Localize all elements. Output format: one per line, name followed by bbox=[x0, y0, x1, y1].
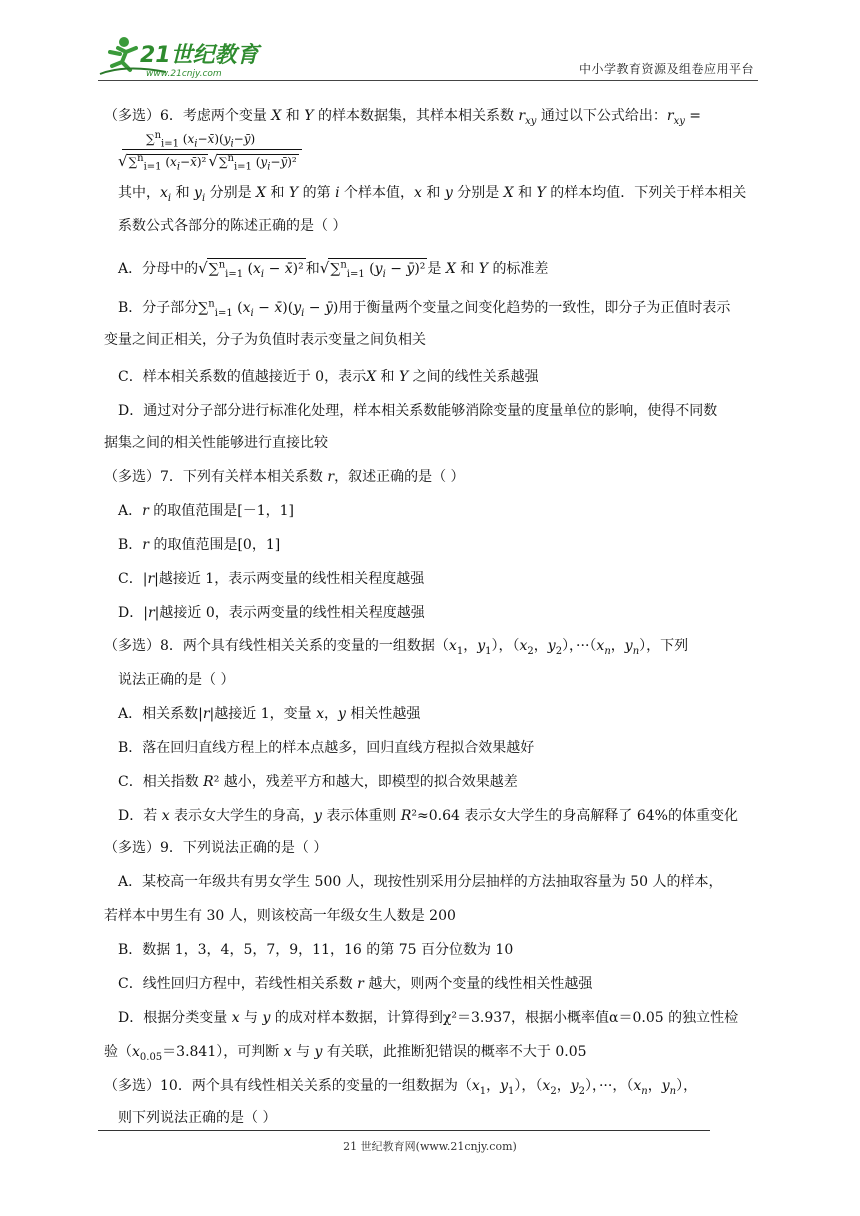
q9-option-d: D．根据分类变量 x 与 y 的成对样本数据，计算得到χ²＝3.937，根据小概率值α＝0.05 的独立性检 bbox=[118, 1010, 739, 1026]
q10-stem: （多选）10．两个具有线性相关关系的变量的一组数据为（$x_1$，$y_1$），（$x_2$，$y_2$），···，（$x_n$，$y_n$）， bbox=[104, 1078, 698, 1097]
logo-url: www.21cnjy.com bbox=[146, 69, 222, 79]
q6-stem: （多选）6．考虑两个变量 X 和 Y 的样本数据集，其样本相关系数 $r_{xy}$ 通过以下公式给出：$r_{xy}$ = bbox=[104, 108, 702, 127]
q9-option-d-cont: 验$(x_{0.05}=3.841)$，可判断 x 与 y 有关联，此推断犯错误的概率不大于 0.05 bbox=[104, 1044, 587, 1063]
header-divider bbox=[98, 80, 758, 81]
q9-option-b: B．数据 1，3，4，5，7，9，11，16 的第 75 百分位数为 10 bbox=[118, 942, 514, 958]
footer-text: 21 世纪教育网(www.21cnjy.com) bbox=[343, 1140, 517, 1153]
q8-option-b: B．落在回归直线方程上的样本点越多，回归直线方程拟合效果越好 bbox=[118, 740, 535, 756]
q8-option-d: D．若 x 表示女大学生的身高，y 表示体重则 R²≈0.64 表示女大学生的身高解释了 64%的体重变化 bbox=[118, 808, 738, 824]
q6-option-d: D．通过对分子部分进行标准化处理，样本相关系数能够消除变量的度量单位的影响，使得不同数 bbox=[118, 403, 718, 419]
q9-option-c: C．线性回归方程中，若线性相关系数 r 越大，则两个变量的线性相关性越强 bbox=[118, 976, 593, 992]
q7-option-a: A．r 的取值范围是[－1，1] bbox=[118, 503, 295, 519]
q9-stem: （多选）9．下列说法正确的是（ ） bbox=[104, 840, 328, 856]
q6-option-b-cont: 变量之间正相关，分子为负值时表示变量之间负相关 bbox=[104, 332, 426, 348]
q10-question: 则下列说法正确的是（ ） bbox=[118, 1110, 277, 1126]
q7-option-b: B．r 的取值范围是[0，1] bbox=[118, 537, 281, 553]
logo bbox=[96, 34, 266, 80]
q6-option-b: B．分子部分∑$^n_{i=1}$ ($x_i$ − $x̄)(y_i$ − ȳ)用于衡量两个变量之间变化趋势的一致性，即分子为正值时表示 bbox=[118, 298, 731, 319]
q7-option-d: D．|r|越接近 0，表示两变量的线性相关程度越强 bbox=[118, 605, 425, 621]
q8-question: 说法正确的是（ ） bbox=[118, 672, 235, 688]
q7-stem: （多选）7．下列有关样本相关系数 r，叙述正确的是（ ） bbox=[104, 469, 465, 485]
q9-option-a: A．某校高一年级共有男女学生 500 人，现按性别采用分层抽样的方法抽取容量为 50 人的样本， bbox=[118, 874, 723, 890]
logo-text: 21世纪教育 bbox=[140, 43, 259, 68]
q6-option-d-cont: 据集之间的相关性能够进行直接比较 bbox=[104, 435, 328, 451]
q7-option-c: C．|r|越接近 1，表示两变量的线性相关程度越强 bbox=[118, 571, 425, 587]
document-page: 21世纪教育 www.21cnjy.com 中小学教育资源及组卷应用平台 （多选）6．考虑两个变量 X 和 Y 的样本数据集，其样本相关系数 $r_{xy}$ 通过以下公式给出：$r_{xy}$ = ∑$^n_{i=1}$ $(x_i-x̄)(y_i-ȳ)$ √∑$^n_{i=1}$ $(x_i-x̄)^2$ √∑$^n_{i=1}$ $(y_i-ȳ)^2$ 其中，$x_i$ 和 $y_i$ 分别是 X 和 Y 的第 i 个样本值，x 和 y 分别是 X 和 Y 的样本均值．下列关于样本相关 系数公式各部分的陈述正确的是（ ） A．分母中的√∑$^n_{i=1}$ ($x_i$ − x̄)² 和√∑$^n_{i=1}$ ($y_i$ − ȳ)² 是 X 和 Y 的标准差 B．分子部分∑$^n_{i=1}$ ($x_i$ − $x̄)(y_i$ − ȳ)用于衡量两个变量之间变化趋势的一致性，即分子为正值时表示 变量之间正相关，分子为负值时表示变量之间负相关 C．样本相关系数的值越接近于 0，表示X 和 Y 之间的线性关系越强 D．通过对分子部分进行标准化处理，样本相关系数能够消除变量的度量单位的影响，使得不同数 据集之间的相关性能够进行直接比较 （多选）7．下列有关样本相关系数 r，叙述正确的是（ ） A．r 的取值范围是[－1，1] B．r 的取值范围是[0，1] C．|r|越接近 1，表示两变量的线性相关程度越强 D．|r|越接近 0，表示两变量的线性相关程度越强 （多选）8．两个具有线性相关关系的变量的一组数据（$x_1$，$y_1$），（$x_2$，$y_2$），$\cdot\cdot\cdot(x_n$，$y_n$），下列 说法正确的是（ ） A．相关系数|r|越接近 1，变量 x，y 相关性越强 B．落在回归直线方程上的样本点越多，回归直线方程拟合效果越好 C．相关指数 R² 越小，残差平方和越大，即模型的拟合效果越差 D．若 x 表示女大学生的身高，y 表示体重则 R²≈0.64 表示女大学生的身高解释了 64%的体重变化 （多选）9．下列说法正确的是（ ） A．某校高一年级共有男女学生 500 人，现按性别采用分层抽样的方法抽取容量为 50 人的样本， 若样本中男生有 30 人，则该校高一年级女生人数是 200 B．数据 1，3，4，5，7，9，11，16 的第 75 百分位数为 10 C．线性回归方程中，若线性相关系数 r 越大，则两个变量的线性相关性越强 D．根据分类变量 x 与 y 的成对样本数据，计算得到χ²＝3.937，根据小概率值α＝0.05 的独立性检 验$(x_{0.05}=3.841)$，可判断 x 与 y 有关联，此推断犯错误的概率不大于 0.05 （多选）10．两个具有线性相关关系的变量的一组数据为（$x_1$，$y_1$），（$x_2$，$y_2$），···，（$x_n$，$y_n$）， 则下列说法正确的是（ ） 21 世纪教育网(www.21cnjy.com) bbox=[0, 0, 860, 1216]
q6-explanation: 其中，$x_i$ 和 $y_i$ 分别是 X 和 Y 的第 i 个样本值，x 和 y 分别是 X 和 Y 的样本均值．下列关于样本相关 bbox=[118, 185, 747, 204]
q8-stem: （多选）8．两个具有线性相关关系的变量的一组数据（$x_1$，$y_1$），（$x_2$，$y_2$），$\cdot\cdot\cdot(x_n$，$y_n$），下列 bbox=[104, 638, 689, 657]
q6-option-a: A．分母中的√∑$^n_{i=1}$ ($x_i$ − x̄)² 和√∑$^n_{i=1}$ ($y_i$ − ȳ)² 是 X 和 Y 的标准差 bbox=[118, 259, 549, 280]
q8-option-c: C．相关指数 R² 越小，残差平方和越大，即模型的拟合效果越差 bbox=[118, 774, 518, 790]
q8-option-a: A．相关系数|r|越接近 1，变量 x，y 相关性越强 bbox=[118, 706, 421, 722]
header-tagline: 中小学教育资源及组卷应用平台 bbox=[578, 62, 754, 76]
q9-option-a-cont: 若样本中男生有 30 人，则该校高一年级女生人数是 200 bbox=[104, 908, 456, 924]
q6-question: 系数公式各部分的陈述正确的是（ ） bbox=[118, 218, 347, 234]
footer-divider bbox=[98, 1130, 710, 1131]
q6-option-c: C．样本相关系数的值越接近于 0，表示X 和 Y 之间的线性关系越强 bbox=[118, 369, 539, 385]
